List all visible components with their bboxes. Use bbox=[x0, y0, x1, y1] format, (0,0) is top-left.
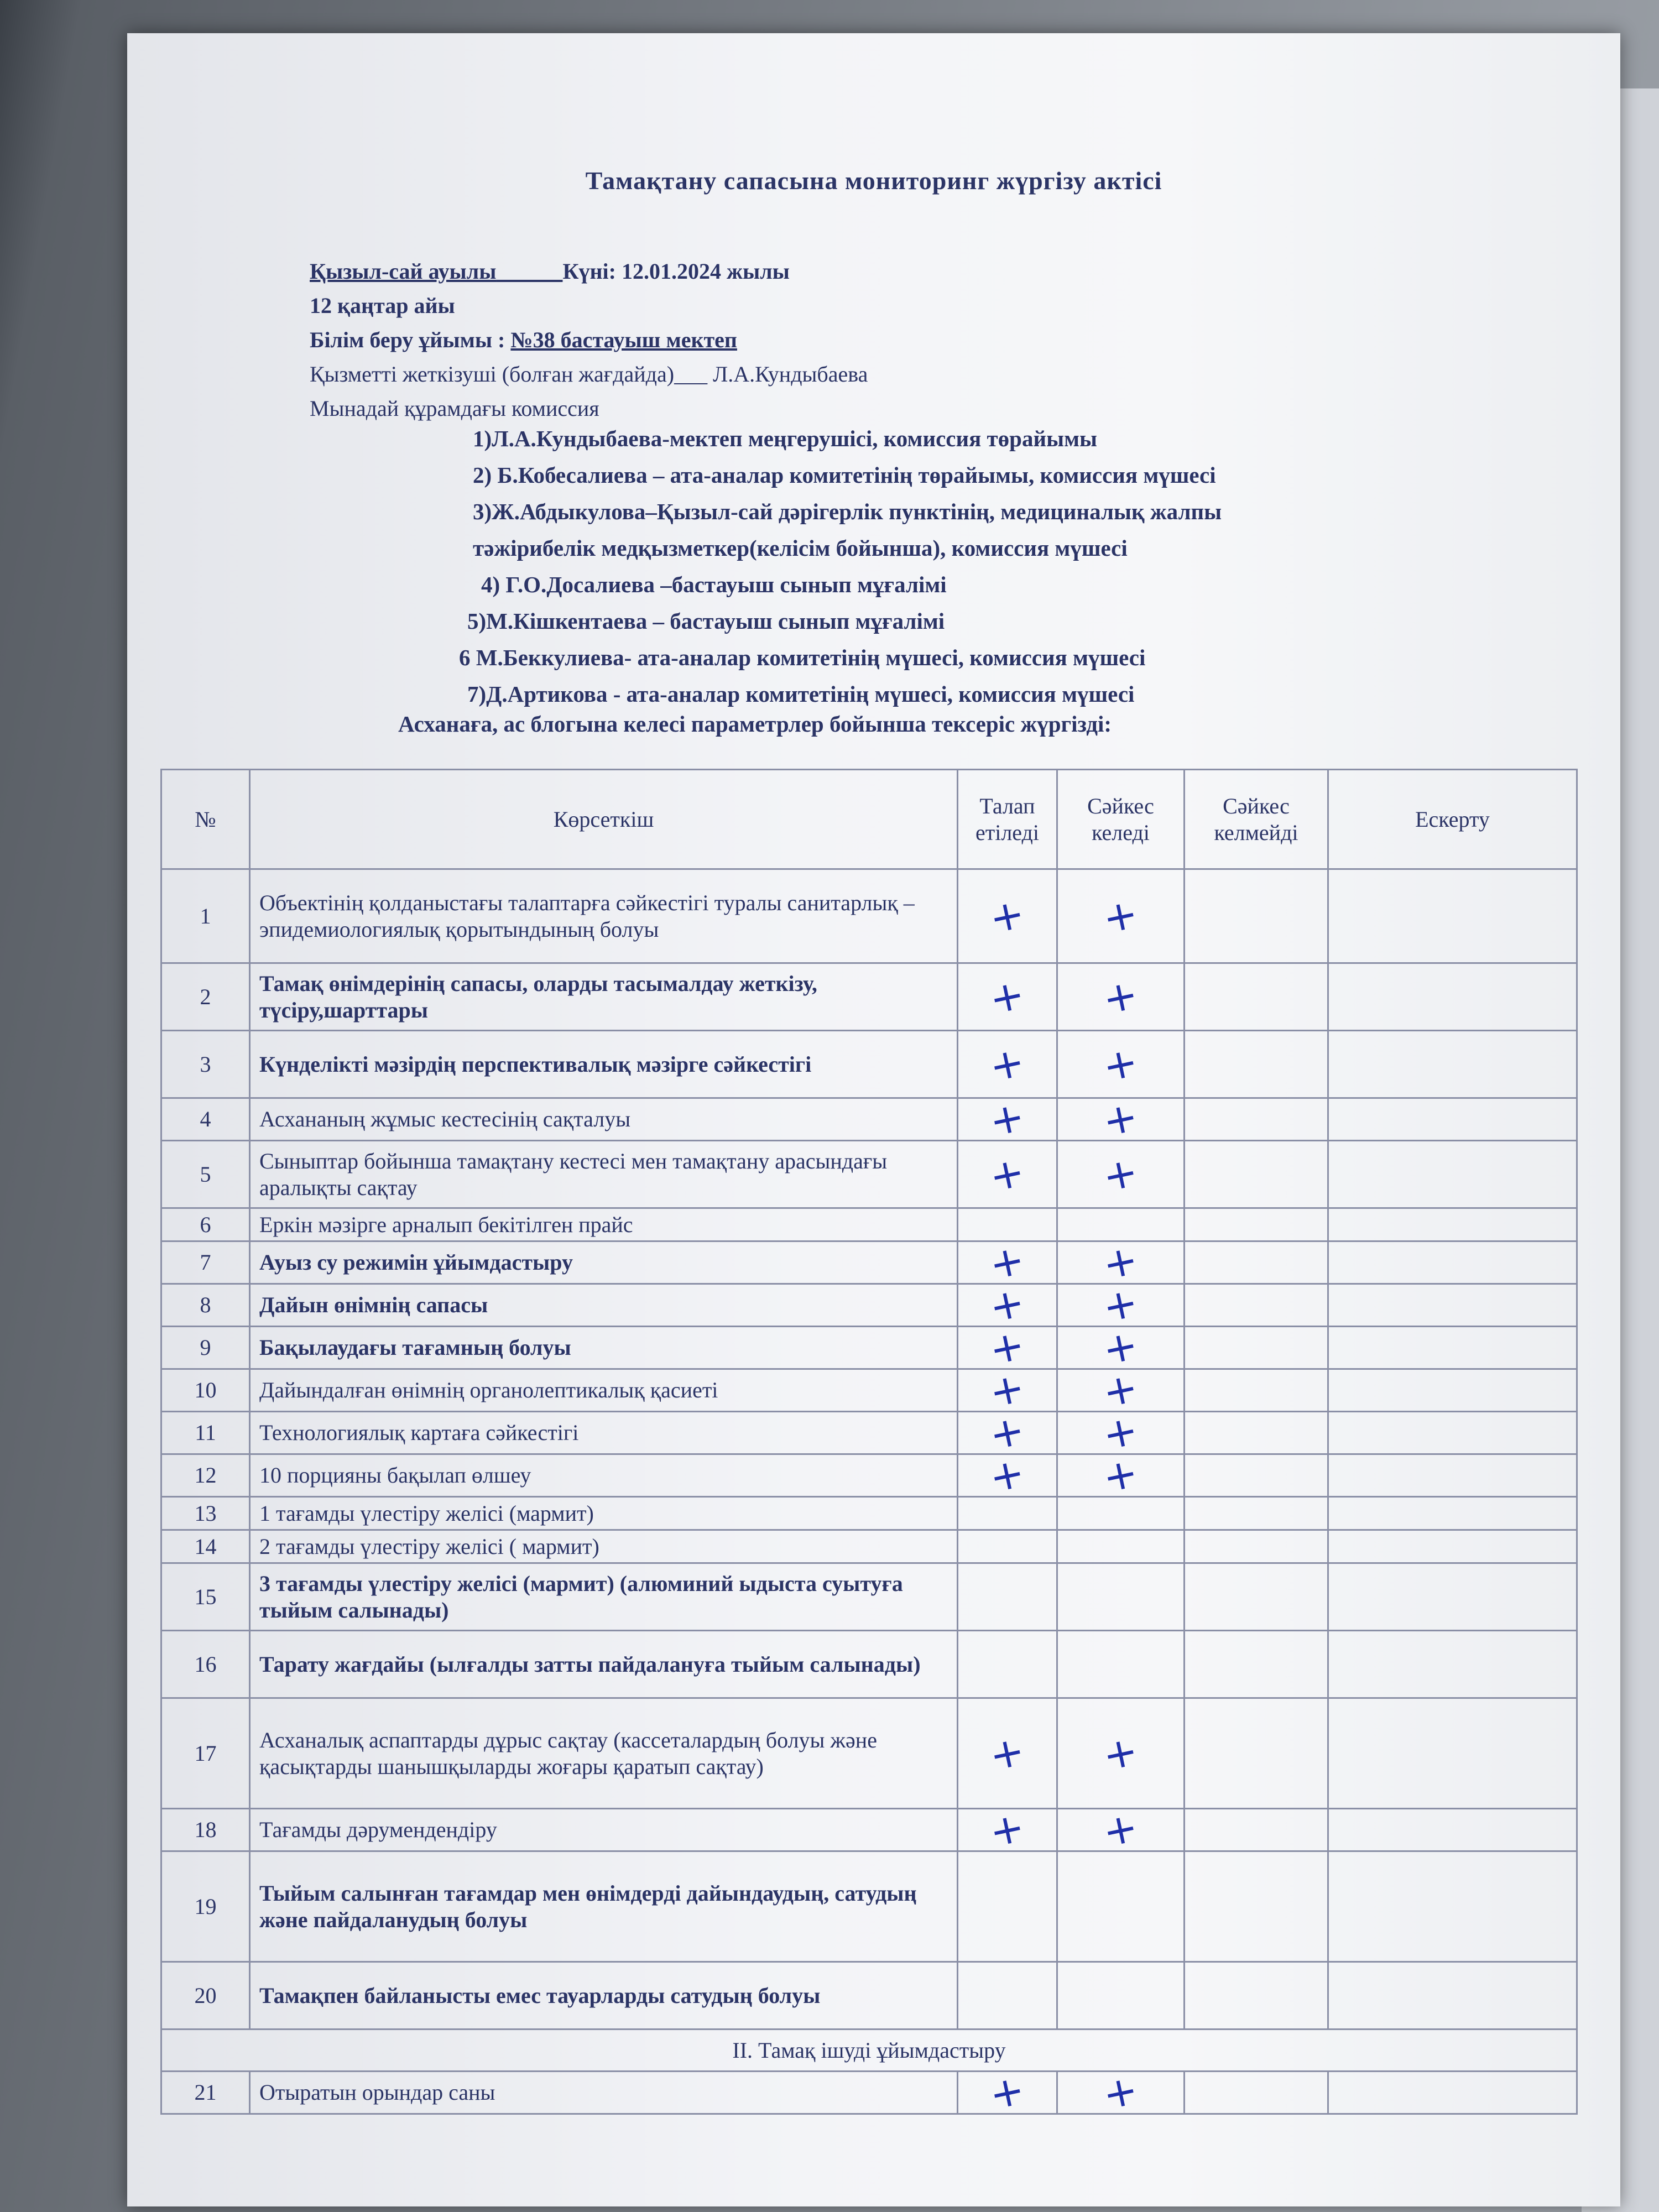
row-number: 13 bbox=[161, 1497, 250, 1530]
village-name: Қызыл-сай ауылы bbox=[310, 259, 497, 284]
col-note: Ескерту bbox=[1328, 770, 1577, 869]
row-number: 8 bbox=[161, 1284, 250, 1327]
note-cell bbox=[1328, 1563, 1577, 1631]
required-cell bbox=[958, 1563, 1057, 1631]
check-mark: + bbox=[1099, 1235, 1142, 1290]
note-cell bbox=[1328, 1809, 1577, 1851]
check-mark: + bbox=[985, 2065, 1029, 2120]
section-title: II. Тамақ ішуді ұйымдастыру bbox=[161, 2030, 1577, 2072]
note-cell bbox=[1328, 1497, 1577, 1530]
row-indicator: 10 порцияны бақылап өлшеу bbox=[250, 1454, 958, 1497]
table-row bbox=[161, 1962, 1577, 2030]
row-indicator: Сыныптар бойынша тамақтану кестесі мен тамақтану арасындағы аралықты сақтау bbox=[250, 1141, 958, 1208]
note-cell bbox=[1328, 1098, 1577, 1141]
note-cell bbox=[1328, 2072, 1577, 2114]
compliant-cell bbox=[1057, 1962, 1185, 2030]
noncompliant-cell bbox=[1185, 1563, 1328, 1631]
check-mark: + bbox=[985, 1037, 1029, 1092]
note-cell bbox=[1328, 1369, 1577, 1412]
table-row bbox=[161, 1141, 1577, 1208]
check-mark: + bbox=[1099, 1726, 1142, 1781]
compliant-cell bbox=[1057, 1631, 1185, 1698]
note-cell bbox=[1328, 1327, 1577, 1369]
required-cell bbox=[958, 1851, 1057, 1962]
village-date-line bbox=[310, 254, 1526, 289]
compliant-cell bbox=[1057, 869, 1185, 963]
member-line: 4) Г.О.Досалиева –бастауыш сынып мұғалімі bbox=[481, 572, 947, 597]
row-indicator: Асханалық аспаптарды дұрыс сақтау (кассеталардың болуы және қасықтарды шанышқыларды жоғары қаратып сақтау) bbox=[250, 1698, 958, 1809]
check-mark: + bbox=[1099, 889, 1142, 943]
noncompliant-cell bbox=[1185, 2072, 1328, 2114]
note-cell bbox=[1328, 869, 1577, 963]
required-cell bbox=[958, 1092, 1057, 1146]
note-cell bbox=[1328, 1530, 1577, 1563]
note-cell bbox=[1328, 1141, 1577, 1208]
note-cell bbox=[1328, 1412, 1577, 1454]
row-number: 16 bbox=[161, 1631, 250, 1698]
row-indicator: 2 тағамды үлестіру желісі ( мармит) bbox=[250, 1530, 958, 1563]
member-line: 5)М.Кішкентаева – бастауыш сынып мұғалімі bbox=[467, 608, 945, 634]
check-mark: + bbox=[1099, 969, 1142, 1024]
row-indicator: Еркін мәзірге арналып бекітілген прайс bbox=[250, 1208, 958, 1241]
row-indicator: Тыйым салынған тағамдар мен өнімдерді дайындаудың, сатудың және пайдаланудың болуы bbox=[250, 1851, 958, 1962]
compliant-cell bbox=[1057, 1406, 1185, 1460]
check-mark: + bbox=[1099, 1037, 1142, 1092]
row-indicator: Ауыз су режимін ұйымдастыру bbox=[250, 1241, 958, 1284]
table-row bbox=[161, 1809, 1577, 1851]
check-mark: + bbox=[1099, 1406, 1142, 1460]
required-cell bbox=[958, 1530, 1057, 1563]
note-cell bbox=[1328, 1962, 1577, 2030]
compliant-cell bbox=[1057, 1563, 1185, 1631]
col-required: Талап етіледі bbox=[958, 770, 1057, 869]
noncompliant-cell bbox=[1185, 1497, 1328, 1530]
document-title: Тамақтану сапасына мониторинг жүргізу актісі bbox=[585, 166, 1162, 195]
required-cell bbox=[958, 963, 1057, 1031]
check-mark: + bbox=[985, 889, 1029, 943]
noncompliant-cell bbox=[1185, 1454, 1328, 1497]
row-number: 18 bbox=[161, 1809, 250, 1851]
check-mark: + bbox=[1099, 2065, 1142, 2120]
required-cell bbox=[958, 1631, 1057, 1698]
required-cell bbox=[958, 1406, 1057, 1460]
table-row bbox=[161, 1698, 1577, 1809]
required-cell bbox=[958, 869, 1057, 963]
noncompliant-cell bbox=[1185, 1530, 1328, 1563]
noncompliant-cell bbox=[1185, 1369, 1328, 1412]
table-header-row bbox=[161, 770, 1577, 869]
col-number: № bbox=[161, 770, 250, 869]
compliant-cell bbox=[1057, 1530, 1185, 1563]
noncompliant-cell bbox=[1185, 1327, 1328, 1369]
check-mark: + bbox=[985, 1147, 1029, 1202]
noncompliant-cell bbox=[1185, 1284, 1328, 1327]
required-cell bbox=[958, 1497, 1057, 1530]
required-cell bbox=[958, 1235, 1057, 1290]
row-number: 17 bbox=[161, 1698, 250, 1809]
check-mark: + bbox=[1099, 1278, 1142, 1332]
check-mark: + bbox=[985, 1278, 1029, 1332]
noncompliant-cell bbox=[1185, 1631, 1328, 1698]
required-cell bbox=[958, 1698, 1057, 1809]
table-row bbox=[161, 1851, 1577, 1962]
check-mark: + bbox=[985, 1406, 1029, 1460]
table-row bbox=[161, 1284, 1577, 1327]
compliant-cell bbox=[1057, 963, 1185, 1031]
compliant-cell bbox=[1057, 1698, 1185, 1809]
table-row bbox=[161, 1497, 1577, 1530]
compliant-cell bbox=[1057, 1278, 1185, 1332]
section-row bbox=[161, 2030, 1577, 2072]
required-cell bbox=[958, 2065, 1057, 2120]
row-number: 3 bbox=[161, 1031, 250, 1098]
row-number: 15 bbox=[161, 1563, 250, 1631]
table-row bbox=[161, 1412, 1577, 1454]
member-line: 3)Ж.Абдыкулова–Қызыл-сай дәрігерлік пунктінің, медициналық жалпы bbox=[473, 499, 1222, 524]
row-number: 2 bbox=[161, 963, 250, 1031]
row-indicator: Технологиялық картаға сәйкестігі bbox=[250, 1412, 958, 1454]
note-cell bbox=[1328, 1284, 1577, 1327]
row-indicator: Отыратын орындар саны bbox=[250, 2072, 958, 2114]
note-cell bbox=[1328, 1031, 1577, 1098]
row-indicator: Объектінің қолданыстағы талаптарға сәйкестігі туралы санитарлық – эпидемиологиялық қорытындының болуы bbox=[250, 869, 958, 963]
table-row bbox=[161, 1454, 1577, 1497]
check-mark: + bbox=[1099, 1448, 1142, 1503]
row-indicator: Тарату жағдайы (ылғалды затты пайдалануға тыйым салынады) bbox=[250, 1631, 958, 1698]
row-indicator: Тамақпен байланысты емес тауарларды сатудың болуы bbox=[250, 1962, 958, 2030]
compliant-cell bbox=[1057, 1208, 1185, 1241]
table-row bbox=[161, 963, 1577, 1031]
inspection-intro: Асханаға, ас блогына келесі параметрлер бойынша тексеріс жүргізді: bbox=[398, 711, 1112, 737]
check-mark: + bbox=[1099, 1147, 1142, 1202]
check-mark: + bbox=[985, 1803, 1029, 1857]
compliant-cell bbox=[1057, 1235, 1185, 1290]
check-mark: + bbox=[985, 1092, 1029, 1146]
compliant-cell bbox=[1057, 1141, 1185, 1208]
row-indicator: Дайындалған өнімнің органолептикалық қасиеті bbox=[250, 1369, 958, 1412]
commission-members bbox=[326, 420, 1543, 712]
required-cell bbox=[958, 1962, 1057, 2030]
col-compliant: Сәйкес келеді bbox=[1057, 770, 1185, 869]
row-indicator: Тамақ өнімдерінің сапасы, оларды тасымалдау жеткізу, түсіру,шарттары bbox=[250, 963, 958, 1031]
compliant-cell bbox=[1057, 2065, 1185, 2120]
table-row bbox=[161, 1631, 1577, 1698]
check-mark: + bbox=[985, 1363, 1029, 1417]
row-number: 14 bbox=[161, 1530, 250, 1563]
check-mark: + bbox=[1099, 1092, 1142, 1146]
col-indicator: Көрсеткіш bbox=[250, 770, 958, 869]
compliant-cell bbox=[1057, 1851, 1185, 1962]
member-line: тәжірибелік медқызметкер(келісім бойынша), комиссия мүшесі bbox=[473, 535, 1128, 561]
col-noncompliant: Сәйкес келмейді bbox=[1185, 770, 1328, 869]
row-number: 11 bbox=[161, 1412, 250, 1454]
row-number: 10 bbox=[161, 1369, 250, 1412]
row-number: 7 bbox=[161, 1241, 250, 1284]
row-indicator: 3 тағамды үлестіру желісі (мармит) (алюминий ыдыста суытуға тыйым салынады) bbox=[250, 1563, 958, 1631]
table-row bbox=[161, 1241, 1577, 1284]
organization-label: Білім беру ұйымы : bbox=[310, 327, 505, 352]
compliant-cell bbox=[1057, 1321, 1185, 1375]
document-sheet bbox=[127, 33, 1620, 2206]
note-cell bbox=[1328, 1851, 1577, 1962]
required-cell bbox=[958, 1278, 1057, 1332]
check-mark: + bbox=[985, 1235, 1029, 1290]
date-label: Күні: 12.01.2024 жылы bbox=[562, 259, 790, 284]
row-number: 12 bbox=[161, 1454, 250, 1497]
member-line: 2) Б.Кобесалиева – ата-аналар комитетінің төрайымы, комиссия мүшесі bbox=[473, 462, 1216, 488]
compliant-cell bbox=[1057, 1448, 1185, 1503]
noncompliant-cell bbox=[1185, 869, 1328, 963]
member-line: 7)Д.Артикова - ата-аналар комитетінің мүшесі, комиссия мүшесі bbox=[467, 681, 1135, 707]
table-row bbox=[161, 1031, 1577, 1098]
table-row bbox=[161, 1098, 1577, 1141]
table-row bbox=[161, 869, 1577, 963]
compliant-cell bbox=[1057, 1803, 1185, 1857]
table-row bbox=[161, 2072, 1577, 2114]
check-mark: + bbox=[1099, 1321, 1142, 1375]
note-cell bbox=[1328, 963, 1577, 1031]
monitoring-table bbox=[160, 769, 1578, 2120]
compliant-cell bbox=[1057, 1031, 1185, 1098]
check-mark: + bbox=[1099, 1803, 1142, 1857]
village-underline bbox=[496, 259, 562, 284]
required-cell bbox=[958, 1141, 1057, 1208]
required-cell bbox=[958, 1363, 1057, 1417]
row-number: 4 bbox=[161, 1098, 250, 1141]
required-cell bbox=[958, 1448, 1057, 1503]
row-number: 9 bbox=[161, 1327, 250, 1369]
row-number: 1 bbox=[161, 869, 250, 963]
row-indicator: Дайын өнімнің сапасы bbox=[250, 1284, 958, 1327]
row-number: 19 bbox=[161, 1851, 250, 1962]
supplier-line: Қызметті жеткізуші (болған жағдайда)___ Л.А.Кундыбаева bbox=[310, 362, 868, 387]
table-body bbox=[161, 869, 1577, 2120]
required-cell bbox=[958, 1031, 1057, 1098]
required-cell bbox=[958, 1321, 1057, 1375]
noncompliant-cell bbox=[1185, 1962, 1328, 2030]
noncompliant-cell bbox=[1185, 1851, 1328, 1962]
organization-line bbox=[310, 323, 1526, 357]
noncompliant-cell bbox=[1185, 1208, 1328, 1241]
compliant-cell bbox=[1057, 1092, 1185, 1146]
note-cell bbox=[1328, 1208, 1577, 1241]
table-row bbox=[161, 1369, 1577, 1412]
check-mark: + bbox=[985, 969, 1029, 1024]
date-line: 12 қаңтар айы bbox=[310, 293, 455, 318]
required-cell bbox=[958, 1803, 1057, 1857]
noncompliant-cell bbox=[1185, 1098, 1328, 1141]
noncompliant-cell bbox=[1185, 1141, 1328, 1208]
commission-intro: Мынадай құрамдағы комиссия bbox=[310, 396, 599, 421]
row-indicator: Асхананың жұмыс кестесінің сақталуы bbox=[250, 1098, 958, 1141]
note-cell bbox=[1328, 1241, 1577, 1284]
noncompliant-cell bbox=[1185, 1241, 1328, 1284]
noncompliant-cell bbox=[1185, 1809, 1328, 1851]
compliant-cell bbox=[1057, 1363, 1185, 1417]
table-row bbox=[161, 1530, 1577, 1563]
row-indicator: 1 тағамды үлестіру желісі (мармит) bbox=[250, 1497, 958, 1530]
note-cell bbox=[1328, 1454, 1577, 1497]
check-mark: + bbox=[985, 1726, 1029, 1781]
row-number: 21 bbox=[161, 2072, 250, 2114]
member-line: 6 М.Беккулиева- ата-аналар комитетінің мүшесі, комиссия мүшесі bbox=[459, 645, 1146, 670]
organization-name: №38 бастауыш мектеп bbox=[510, 327, 737, 352]
compliant-cell bbox=[1057, 1497, 1185, 1530]
member-line: 1)Л.А.Кундыбаева-мектеп меңгерушісі, комиссия төрайымы bbox=[473, 426, 1098, 451]
required-cell bbox=[958, 1208, 1057, 1241]
table-row bbox=[161, 1563, 1577, 1631]
table-row bbox=[161, 1208, 1577, 1241]
table-row bbox=[161, 1327, 1577, 1369]
document-header bbox=[310, 254, 1526, 426]
note-cell bbox=[1328, 1698, 1577, 1809]
row-number: 6 bbox=[161, 1208, 250, 1241]
row-indicator: Бақылаудағы тағамның болуы bbox=[250, 1327, 958, 1369]
note-cell bbox=[1328, 1631, 1577, 1698]
row-number: 20 bbox=[161, 1962, 250, 2030]
row-number: 5 bbox=[161, 1141, 250, 1208]
noncompliant-cell bbox=[1185, 1698, 1328, 1809]
check-mark: + bbox=[985, 1448, 1029, 1503]
noncompliant-cell bbox=[1185, 963, 1328, 1031]
noncompliant-cell bbox=[1185, 1412, 1328, 1454]
row-indicator: Күнделікті мәзірдің перспективалық мәзірге сәйкестігі bbox=[250, 1031, 958, 1098]
row-indicator: Тағамды дәрумендендіру bbox=[250, 1809, 958, 1851]
check-mark: + bbox=[1099, 1363, 1142, 1417]
noncompliant-cell bbox=[1185, 1031, 1328, 1098]
check-mark: + bbox=[985, 1321, 1029, 1375]
